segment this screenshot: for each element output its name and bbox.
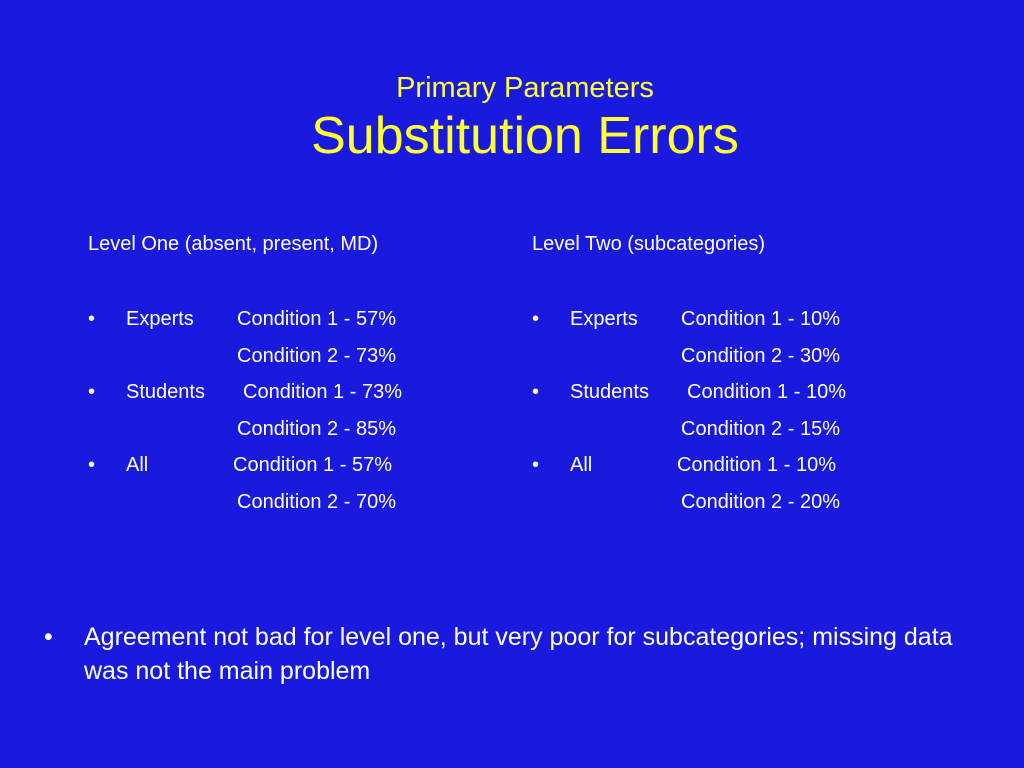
bullet: • — [88, 308, 96, 330]
list-item — [88, 411, 508, 448]
bullet: • — [532, 381, 540, 404]
group-label: Students — [570, 381, 649, 404]
condition-value: Condition 2 - 85% — [237, 417, 396, 440]
level-two-column — [532, 228, 952, 521]
level-one-heading: Level One (absent, present, MD) — [88, 233, 379, 255]
group-label: Experts — [126, 308, 194, 330]
group-label: All — [126, 454, 149, 477]
bullet: • — [44, 623, 53, 651]
slide-title: Substitution Errors — [311, 107, 739, 165]
condition-value: Condition 1 - 57% — [233, 454, 392, 477]
list-item — [88, 301, 508, 338]
list-item — [532, 484, 952, 521]
condition-value: Condition 2 - 73% — [237, 344, 396, 367]
list-item — [532, 338, 952, 375]
bullet: • — [88, 381, 96, 404]
list-item — [532, 447, 952, 484]
list-item — [532, 411, 952, 448]
condition-value: Condition 1 - 57% — [237, 308, 396, 330]
condition-value: Condition 1 - 10% — [677, 454, 836, 477]
bullet: • — [532, 308, 540, 330]
list-item — [88, 484, 508, 521]
summary-note — [44, 620, 984, 688]
group-label: All — [570, 454, 593, 477]
list-item — [532, 301, 952, 338]
level-one-column — [88, 228, 508, 521]
group-label: Students — [126, 381, 205, 404]
condition-value: Condition 1 - 10% — [681, 308, 840, 330]
bullet: • — [532, 454, 540, 477]
condition-value: Condition 2 - 30% — [681, 344, 840, 367]
group-label: Experts — [570, 308, 638, 330]
slide-subtitle: Primary Parameters — [396, 72, 654, 104]
condition-value: Condition 2 - 20% — [681, 490, 840, 513]
condition-value: Condition 1 - 73% — [243, 381, 402, 404]
list-item — [88, 447, 508, 484]
list-item — [532, 374, 952, 411]
condition-value: Condition 2 - 15% — [681, 417, 840, 440]
level-two-heading: Level Two (subcategories) — [532, 233, 766, 255]
bullet: • — [88, 454, 96, 477]
summary-text: Agreement not bad for level one, but very poor for subcategories; missing data was not the main problem — [84, 623, 953, 685]
condition-value: Condition 2 - 70% — [237, 490, 396, 513]
list-item — [88, 338, 508, 375]
title-block — [0, 70, 1024, 166]
condition-value: Condition 1 - 10% — [687, 381, 846, 404]
list-item — [88, 374, 508, 411]
